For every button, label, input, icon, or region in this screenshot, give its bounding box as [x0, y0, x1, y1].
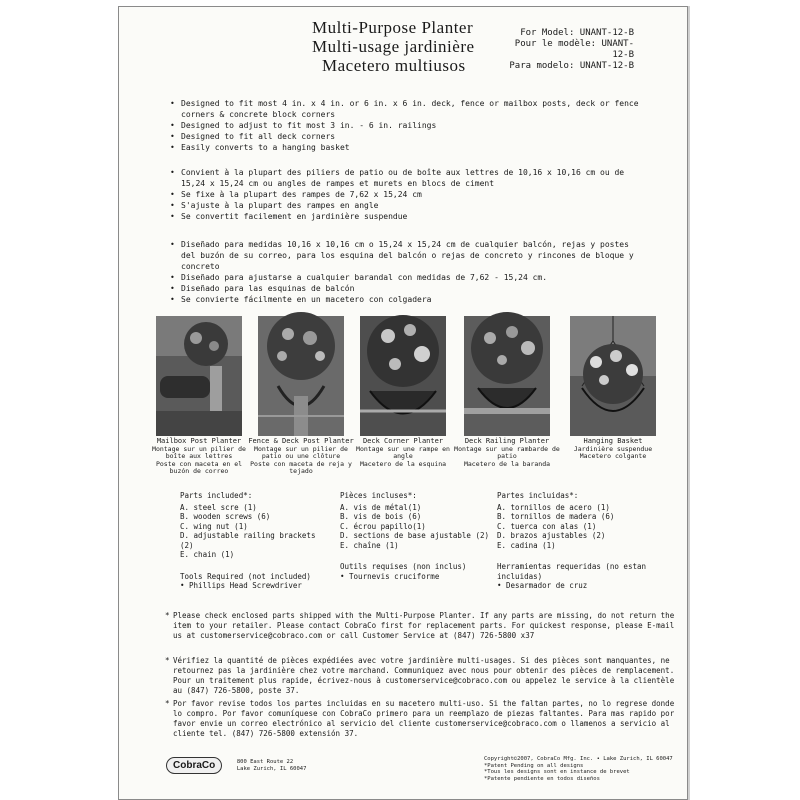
list-item: A. vis de métal(1): [340, 502, 422, 512]
features-en: [170, 98, 640, 153]
note-en: * Please check enclosed parts shipped with the Multi-Purpose Planter. If any parts are missing, do not return the item to your retailer. Please contact CobraCo first for replacement parts. For quickest response, please E-mail us at customerservice@cobraco.com or call Customer Service at (847) 726-5800 x37: [165, 611, 675, 640]
tools-heading: Herramientas requeridas (no estan incluidas): [497, 562, 647, 581]
legal-notice: Copyright©2007, CobraCo Mfg. Inc. • Lake Zurich, IL 60047 *Patent Pending on all designs *Tous les designs sont en instance de brevet *Patente pendiente en todos diseños: [484, 756, 673, 782]
list-item: D. brazos ajustables (2): [497, 531, 606, 540]
photo-caption: Mailbox Post Planter Montage sur un pilier de boîte aux lettres Poste con maceta en el buzón de correo: [152, 437, 246, 475]
photo-fence-deck-post-planter: [248, 316, 354, 475]
model-block: [504, 28, 634, 72]
photo-deck-corner-planter: [356, 316, 450, 468]
footer-brand: [166, 755, 306, 774]
features-fr: [170, 167, 640, 222]
parts-heading: Pièces incluses*:: [340, 491, 417, 500]
photo-hanging-basket: [570, 316, 656, 460]
list-item: • Diseñado para ajustarse a cualquier barandal con medidas de 7,62 - 15,24 cm.: [170, 273, 548, 282]
photo-caption: Hanging Basket Jardinière suspendue Macetero colgante: [573, 437, 653, 460]
title-es: Macetero multiusos: [322, 56, 466, 75]
planter-photo: [360, 316, 446, 436]
list-item: • Se fixe à la plupart des rampes de 7,62 x 15,24 cm: [170, 190, 422, 199]
company-address: 800 East Route 22 Lake Zurich, IL 60047: [236, 759, 307, 772]
model-es: Para modelo: UNANT-12-B: [509, 61, 634, 71]
features-es: [170, 239, 640, 305]
model-en: For Model: UNANT-12-B: [520, 28, 634, 38]
list-item: • Diseñado para las esquinas de balcón: [170, 284, 355, 293]
planter-photo: [464, 316, 550, 436]
list-item: B. wooden screws (6): [180, 512, 271, 521]
title-block: [312, 18, 512, 75]
photo-deck-railing-planter: [454, 316, 560, 468]
photo-caption: Deck Railing Planter Montage sur une rambarde de patio Macetero de la baranda: [454, 437, 560, 468]
tools-heading: Outils requises (non inclus): [340, 562, 467, 571]
list-item: • Diseñado para medidas 10,16 x 10,16 cm o 15,24 x 15,24 cm de cualquier balcón, rejas y postes del buzón de su correo, para los esquina del balcón o rejas de concreto y rincones de bloque y concreto: [170, 240, 634, 271]
list-item: D. sections de base ajustable (2): [340, 531, 490, 540]
list-item: B. vis de bois (6): [340, 512, 422, 521]
photo-caption: Deck Corner Planter Montage sur une rampe en angle Macetero de la esquina: [356, 437, 450, 468]
list-item: • Easily converts to a hanging basket: [170, 143, 350, 152]
list-item: E. chain (1): [180, 550, 235, 559]
list-item: D. adjustable railing brackets (2): [180, 531, 316, 550]
list-item: • Tournevis cruciforme: [340, 571, 440, 581]
list-item: • Convient à la plupart des piliers de patio ou de boîte aux lettres de 10,16 x 10,16 cm ou de 15,24 x 15,24 cm ou angles de rampes et murets en blocs de ciment: [170, 168, 625, 188]
model-fr: Pour le modèle: UNANT-12-B: [514, 39, 634, 60]
note-fr: * Vérifiez la quantité de pièces expédiées avec votre jardinière multi-usages. Si des pièces sont manquantes, ne retournez pas la jardinière chez votre marchand. Communiquez avec nous pour obtenir des pièces de remplacement. Pour un traitement plus rapide, écrivez-nous à customerservice@cobraco.com ou appelez le service à la clientèle au (847) 726-5800, poste 37.: [165, 656, 675, 695]
list-item: • S'ajuste à la plupart des rampes en angle: [170, 201, 379, 210]
list-item: • Se convertit facilement en jardinière suspendue: [170, 212, 408, 221]
parts-list-fr: [340, 491, 490, 581]
cobraco-logo: CobraCo: [166, 757, 222, 774]
list-item: • Designed to fit all deck corners: [170, 132, 336, 141]
planter-photo: [570, 316, 656, 436]
list-item: A. steel scre (1): [180, 502, 257, 512]
list-item: C. tuerca con alas (1): [497, 521, 597, 531]
photo-caption: Fence & Deck Post Planter Montage sur un pilier de patio ou une clôture Poste con maceta de reja y tejado: [248, 437, 354, 475]
parts-list-es: [497, 491, 647, 591]
parts-heading: Partes incluidas*:: [497, 491, 579, 500]
list-item: • Phillips Head Screwdriver: [180, 581, 302, 590]
list-item: • Se convierte fácilmente en un macetero con colgadera: [170, 295, 432, 304]
parts-list-en: [180, 491, 330, 591]
list-item: B. tornillos de madera (6): [497, 512, 615, 521]
planter-photo: [258, 316, 344, 436]
list-item: E. cadina (1): [497, 540, 556, 550]
list-item: E. chaîne (1): [340, 540, 399, 550]
note-es: * Por favor revise todos los partes incluidas en su macetero multi-uso. Si the faltan partes, no lo regrese donde lo compro. Por favor comuníquese con CobraCo primero para un reemplazo de piezas faltantes. Para mas rapido por favor envie un correo electrónico al servicio del cliente customerservice@cobraco.com o llamenos a servicio al cliente tel. (847) 726-5800 extensión 37.: [165, 699, 675, 738]
list-item: • Desarmador de cruz: [497, 581, 588, 590]
list-item: C. écrou papillo(1): [340, 521, 426, 531]
parts-heading: Parts included*:: [180, 491, 253, 500]
list-item: A. tornillos de acero (1): [497, 502, 610, 512]
list-item: • Designed to fit most 4 in. x 4 in. or 6 in. x 6 in. deck, fence or mailbox posts, deck or fence corners & concrete block corners: [170, 99, 639, 119]
list-item: C. wing nut (1): [180, 521, 248, 531]
title-fr: Multi-usage jardinière: [312, 37, 475, 56]
tools-heading: Tools Required (not included): [180, 571, 311, 581]
planter-photo: [156, 316, 242, 436]
photo-mailbox-post-planter: [152, 316, 246, 475]
title-en: Multi-Purpose Planter: [312, 18, 474, 37]
list-item: • Designed to adjust to fit most 3 in. - 6 in. railings: [170, 121, 437, 130]
